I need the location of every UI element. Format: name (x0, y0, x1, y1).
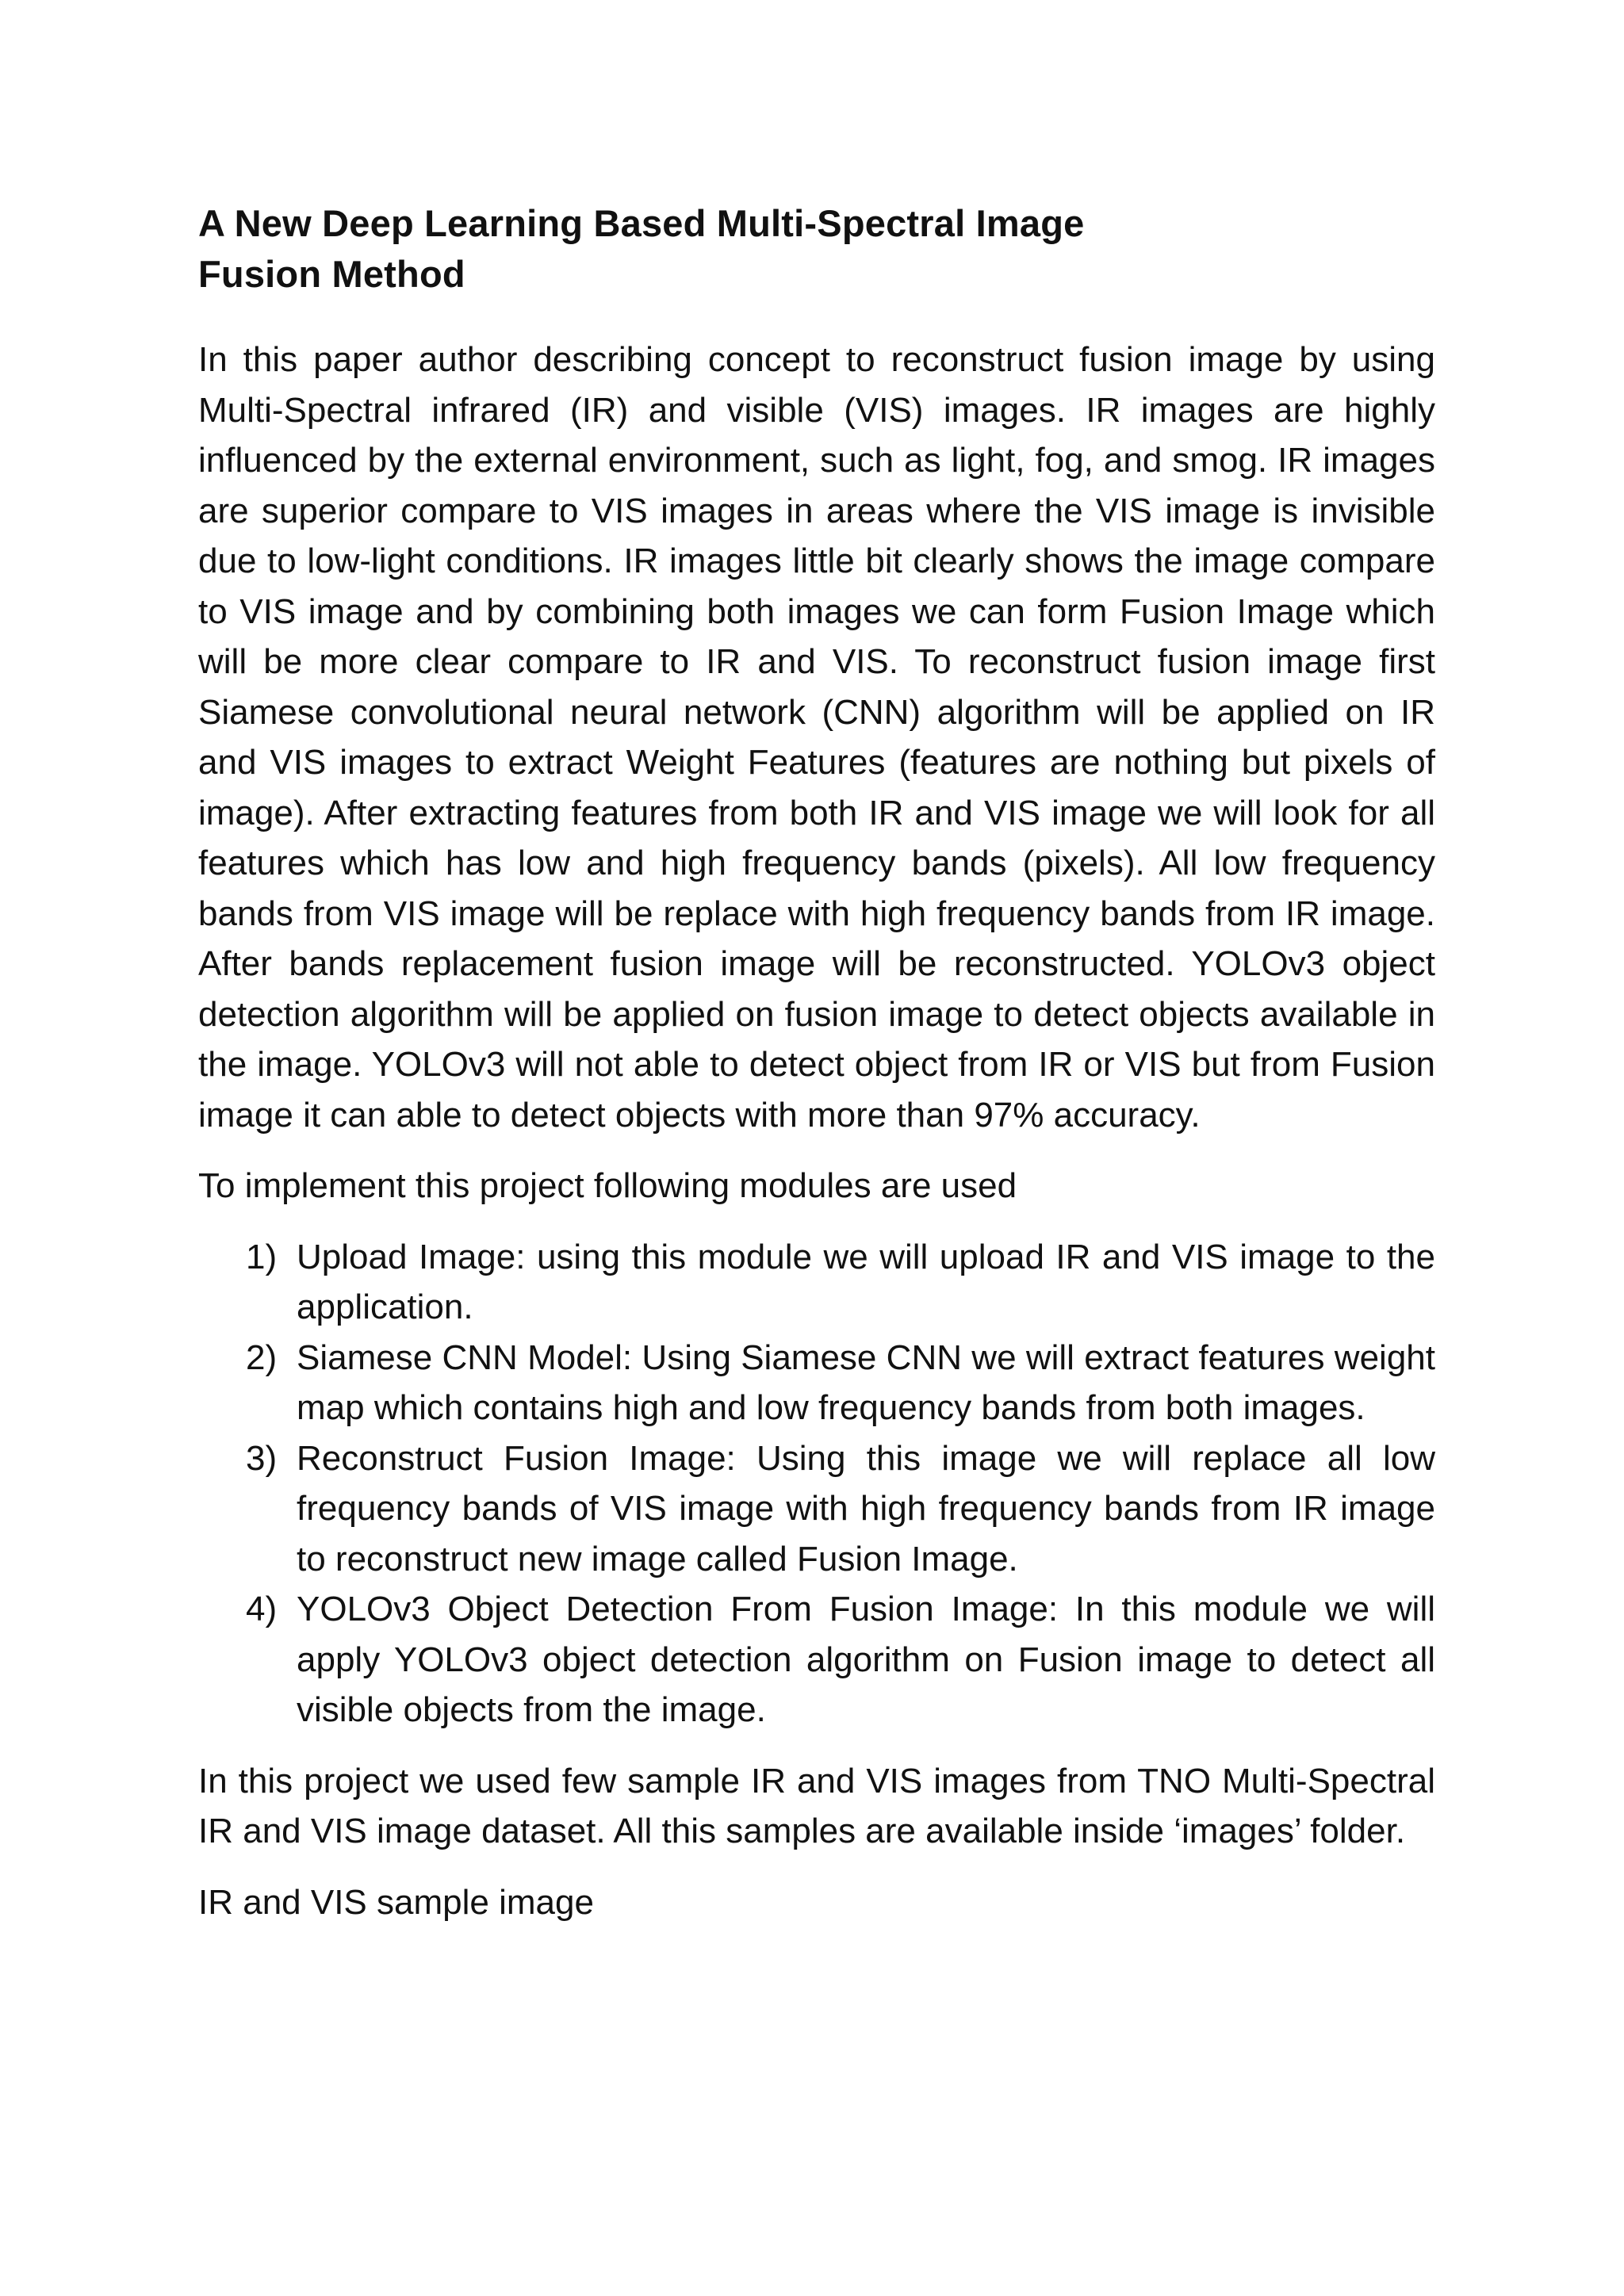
intro-paragraph: In this paper author describing concept to reconstruct fusion image by using Multi-Spectral infrared (IR) and visible (VIS) images. IR images are highly influenced by the external environment, such as light, fog, and smog. IR images are superior compare to VIS images in areas where the VIS image is invisible due to low-light conditions. IR images little bit clearly shows the image compare to VIS image and by combining both images we can form Fusion Image which will be more clear compare to IR and VIS. To reconstruct fusion image first Siamese convolutional neural network (CNN) algorithm will be applied on IR and VIS images to extract Weight Features (features are nothing but pixels of image). After extracting features from both IR and VIS image we will look for all features which has low and high frequency bands (pixels). All low frequency bands from VIS image will be replace with high frequency bands from IR image. After bands replacement fusion image will be reconstructed. YOLOv3 object detection algorithm will be applied on fusion image to detect objects available in the image. YOLOv3 will not able to detect object from IR or VIS but from Fusion image it can able to detect objects with more than 97% accuracy. (198, 340, 1435, 1135)
list-item-number: 3) (246, 1438, 278, 1478)
list-item-text: YOLOv3 Object Detection From Fusion Image: In this module we will apply YOLOv3 object detection algorithm on Fusion image to detect all visible objects from the image. (297, 1590, 1435, 1729)
modules-intro: To implement this project following modules are used (198, 1166, 1017, 1205)
dataset-paragraph: In this project we used few sample IR and VIS images from TNO Multi-Spectral IR and VIS image dataset. All this samples are available inside ‘images’ folder. (198, 1761, 1435, 1850)
sample-image-caption: IR and VIS sample image (198, 1882, 594, 1922)
document-title (198, 198, 1435, 300)
list-item-text: Reconstruct Fusion Image: Using this image we will replace all low frequency bands of VIS image with high frequency bands from IR image to reconstruct new image called Fusion Image. (297, 1438, 1435, 1578)
list-item-text: Siamese CNN Model: Using Siamese CNN we will extract features weight map which contains high and low frequency bands from both images. (297, 1337, 1435, 1427)
list-item-number: 1) (246, 1237, 278, 1276)
document-content (198, 198, 1435, 1948)
list-item (198, 1433, 1435, 1585)
modules-list (198, 1232, 1435, 1735)
title-line-2: Fusion Method (198, 253, 465, 295)
list-item-number: 2) (246, 1337, 278, 1377)
list-item (198, 1584, 1435, 1735)
list-item (198, 1232, 1435, 1333)
title-line-1: A New Deep Learning Based Multi-Spectral Image (198, 202, 1085, 244)
list-item-number: 4) (246, 1590, 278, 1628)
list-item (198, 1333, 1435, 1433)
list-item-text: Upload Image: using this module we will upload IR and VIS image to the application. (297, 1237, 1435, 1326)
